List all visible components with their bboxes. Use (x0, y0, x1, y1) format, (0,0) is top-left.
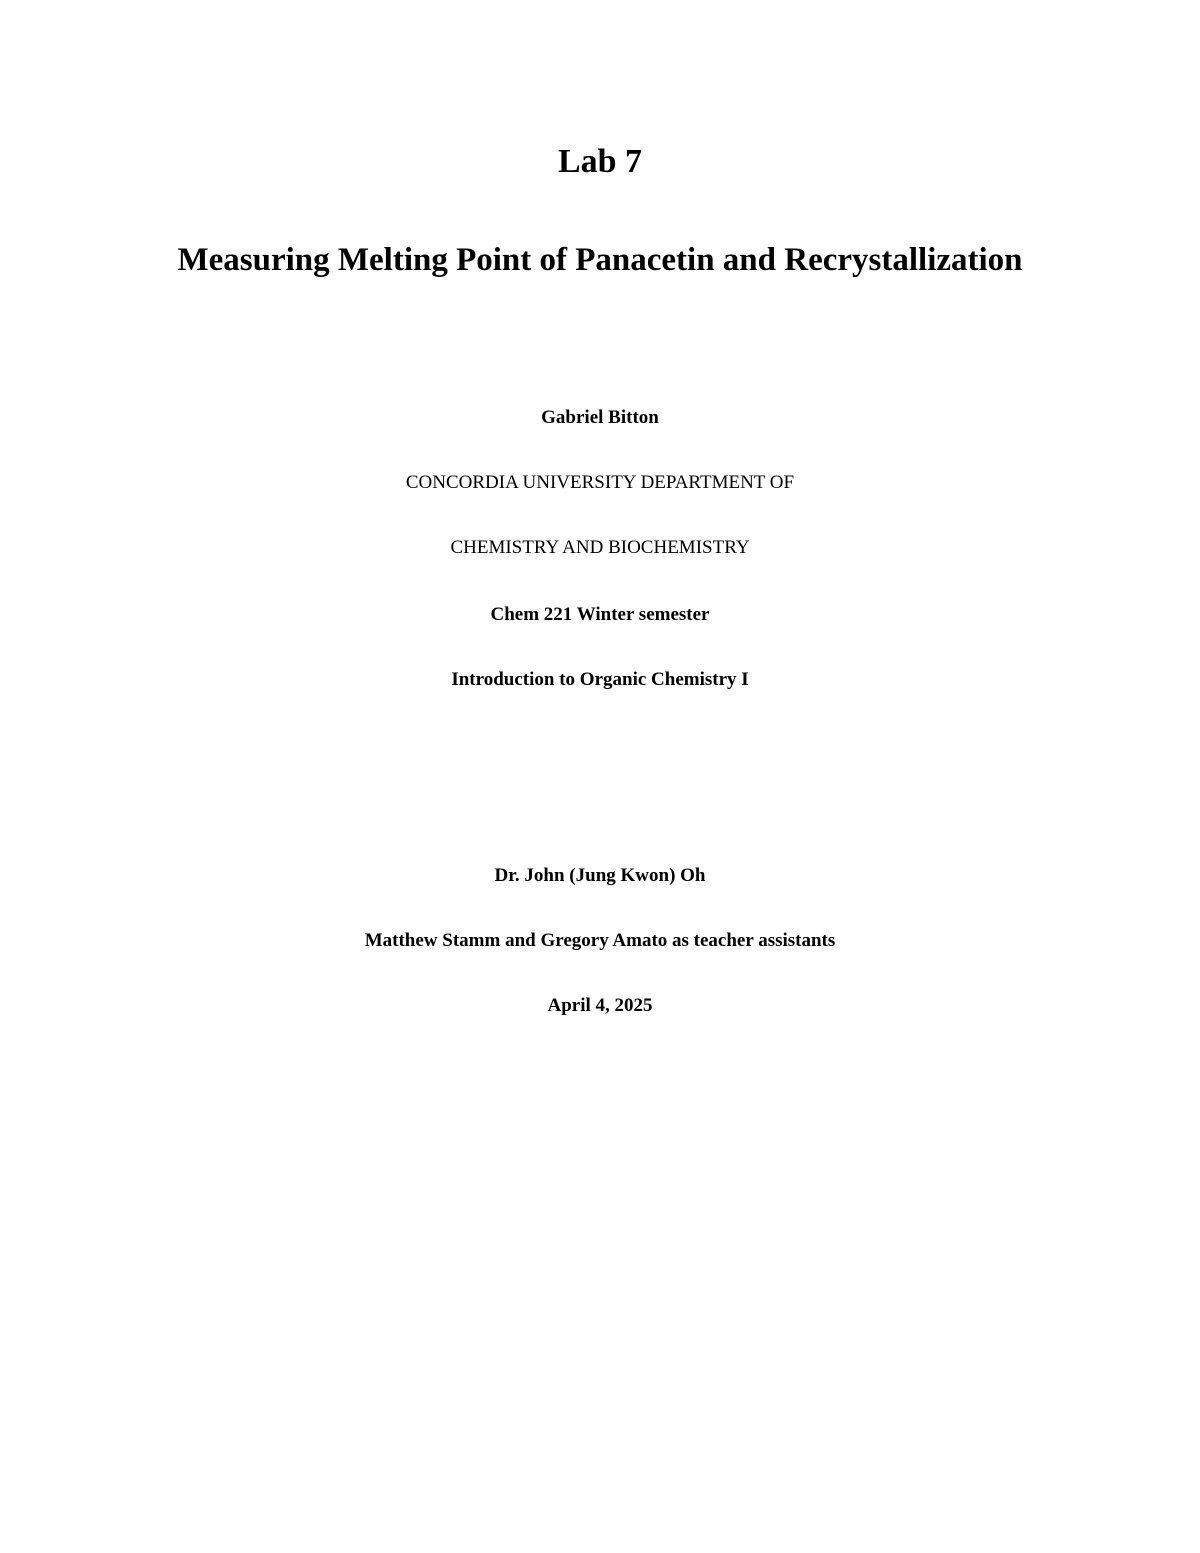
course-name: Introduction to Organic Chemistry I (451, 669, 749, 690)
institution-line-2: CHEMISTRY AND BIOCHEMISTRY (450, 537, 750, 558)
submission-date: April 4, 2025 (547, 995, 653, 1016)
institution-line-1: CONCORDIA UNIVERSITY DEPARTMENT OF (405, 472, 795, 493)
teaching-assistants: Matthew Stamm and Gregory Amato as teacher assistants (364, 930, 836, 951)
professor-name: Dr. John (Jung Kwon) Oh (494, 865, 706, 886)
report-title: Measuring Melting Point of Panacetin and Recrystallization (177, 242, 1023, 278)
course-code: Chem 221 Winter semester (490, 604, 710, 625)
lab-number-heading: Lab 7 (557, 143, 643, 180)
author-name: Gabriel Bitton (541, 407, 659, 428)
